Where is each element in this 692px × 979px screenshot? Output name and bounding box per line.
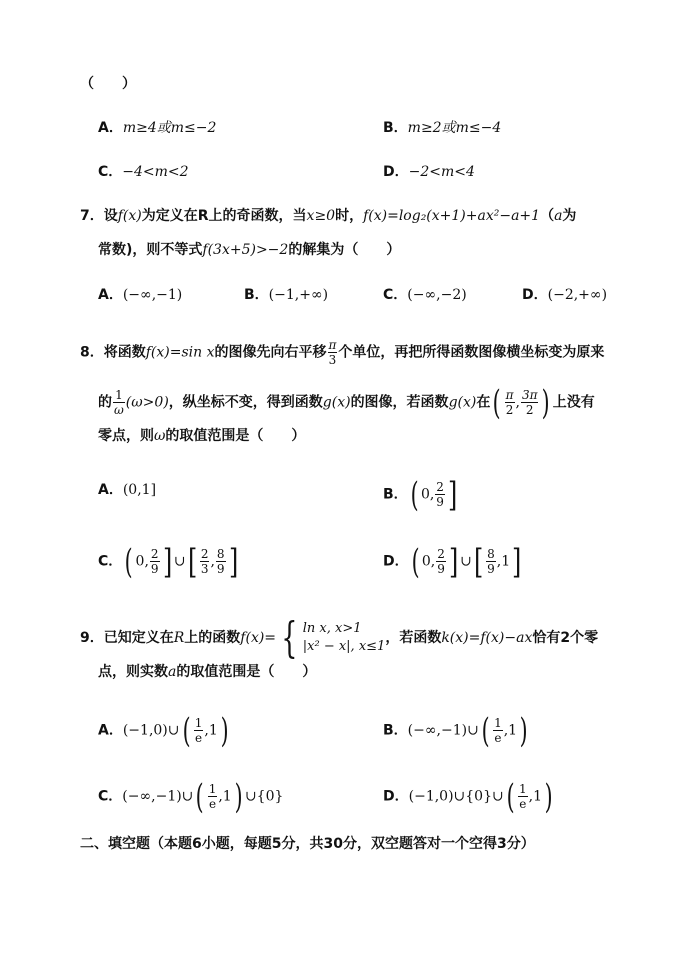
q7-f: f(x): [117, 208, 142, 224]
q9-option-c: C．(−∞,−1)∪( $\frac{1}{e}$ ,1) ∪{0}: [98, 776, 284, 817]
q8-option-b: B．( 0, $\frac{2}{9}$ ]: [383, 474, 458, 515]
q7-text: 为定义在R上的奇函数，当: [141, 208, 307, 224]
q9-R: R: [173, 630, 185, 646]
option-text: (−2,+∞): [547, 287, 608, 303]
paren-open: (: [492, 382, 501, 423]
q8-option-c: C．( 0, $\frac{2}{9}$ ] ∪[ $\frac{2}{3}$ , $\frac{8}{9}$ ]: [98, 541, 238, 582]
q9-option-b: B．(−∞,−1)∪( $\frac{1}{e}$ ,1): [383, 710, 528, 751]
q7-a: a: [554, 208, 563, 224]
q8-text: 的取值范围是（ ）: [165, 428, 306, 444]
option-label: D．: [383, 553, 409, 570]
section-title: 二、填空题（本题6小题，每题5分，共30分，双空题答对一个空得3分）: [80, 836, 535, 852]
q8-text: ，纵坐标不变，得到函数: [168, 394, 323, 411]
q7-option-a: [98, 285, 182, 305]
q8-text: 的图像先向右平移: [214, 344, 327, 361]
q6-option-a: [98, 118, 216, 138]
option-label: A．: [98, 482, 123, 498]
q9-line-2: [98, 662, 316, 682]
option-text: −2<m<4: [408, 164, 475, 180]
q7-line-1: [80, 206, 576, 226]
q8-g: g(x): [322, 394, 351, 411]
option-text: m≥2或m≤−4: [407, 120, 502, 136]
option-label: C．: [383, 287, 408, 303]
q7-text: （: [540, 208, 555, 224]
question-number: 7．: [80, 208, 104, 224]
option-label: B．: [383, 486, 408, 503]
option-text: (0,1]: [122, 482, 157, 498]
option-text: (−∞,−1): [122, 287, 183, 303]
q7-cond: x≥0: [306, 208, 336, 224]
q8-interval-right: $\frac{3\pi}{2}$: [521, 388, 538, 417]
q9-fdef: f(x)=: [240, 630, 277, 646]
q8-line-2: 的 $\frac{1}{\omega}$ (ω>0)，纵坐标不变，得到函数g(x)的图像，若函数g(x)在( $\frac{\pi}{2}$ , $\frac{3\pi}{2}$ ) 上没有: [98, 382, 595, 423]
option-label: C．: [98, 788, 123, 805]
option-label: B．: [383, 120, 408, 136]
q7-option-b: [244, 285, 328, 305]
q7-formula: f(x)=log₂(x+1)+ax²−a+1: [363, 208, 541, 224]
q6-option-b: [383, 118, 501, 138]
q9-text: 已知定义在: [103, 630, 174, 646]
q9-option-a: A．(−1,0)∪( $\frac{1}{e}$ ,1): [98, 710, 229, 751]
q8-line-1: [80, 338, 604, 367]
option-label: D．: [522, 287, 548, 303]
q9-kdef: k(x)=f(x)−ax: [441, 630, 533, 646]
option-text: m≥4或m≤−2: [122, 120, 217, 136]
q9-option-d: D．(−1,0)∪{0}∪( $\frac{1}{e}$ ,1): [383, 776, 553, 817]
q7-text: 的解集为（ ）: [288, 242, 401, 258]
option-label: B．: [244, 287, 269, 303]
option-label: A．: [98, 722, 123, 739]
q7-text: 常数)，则不等式: [98, 242, 203, 258]
q9-text: 上的函数: [184, 630, 241, 646]
q9-line-1: [80, 613, 599, 662]
q8-text: 将函数: [103, 344, 146, 361]
q8-text: 的: [98, 394, 112, 411]
option-text: (−1,+∞): [268, 287, 329, 303]
q6-option-c: [98, 162, 189, 182]
q8-g: g(x): [448, 394, 477, 411]
q8-text: 个单位，再把所得函数图像横坐标变为原来: [338, 344, 605, 361]
q8-func: f(x)=sin x: [145, 344, 215, 361]
paren-close: ): [542, 382, 551, 423]
q8-scale-fraction: $\frac{1}{\omega}$: [114, 388, 124, 417]
q8-interval-left: $\frac{\pi}{2}$: [505, 388, 514, 417]
q7-text: 为: [562, 208, 577, 224]
option-label: D．: [383, 164, 409, 180]
q7-line-2: [98, 240, 400, 260]
q9-text: 点，则实数: [98, 664, 168, 680]
q8-text: 的图像，若函数: [350, 394, 449, 411]
q8-option-a: [98, 480, 156, 500]
q9-text: ，若函数: [385, 630, 442, 646]
q8-cond: (ω>0): [125, 394, 169, 411]
q8-text: 在: [476, 394, 491, 411]
q7-option-d: [522, 285, 607, 305]
option-label: D．: [383, 788, 409, 805]
q8-option-d: D．( 0, $\frac{2}{9}$ ] ∪[ $\frac{8}{9}$ ,1]: [383, 541, 522, 582]
q8-shift-fraction: $\frac{\pi}{3}$: [328, 338, 337, 367]
q7-inequality: f(3x+5)>−2: [202, 242, 289, 258]
q9-text: 恰有2个零: [532, 630, 599, 646]
option-label: C．: [98, 553, 123, 570]
q8-text: 零点，则: [98, 428, 154, 444]
option-label: C．: [98, 164, 123, 180]
q8-omega: ω: [154, 428, 166, 444]
q7-text: 时，: [335, 208, 364, 224]
q9-piecewise: ln x, x>1 |x² − x|, x≤1: [302, 621, 386, 654]
question-number: 8．: [80, 344, 104, 361]
q6-option-d: [383, 162, 475, 182]
question-number: 9．: [80, 630, 104, 646]
q9-text: 的取值范围是（ ）: [176, 664, 317, 680]
piecewise-brace: {: [281, 613, 298, 662]
option-label: A．: [98, 287, 123, 303]
q6-blank: （ ）: [80, 76, 136, 92]
q8-line-3: [98, 426, 305, 446]
q9-a: a: [168, 664, 177, 680]
option-text: −4<m<2: [122, 164, 189, 180]
option-label: A．: [98, 120, 123, 136]
q7-text: 设: [103, 208, 118, 224]
option-label: B．: [383, 722, 408, 739]
q7-option-c: [383, 285, 467, 305]
option-text: (−∞,−2): [407, 287, 467, 303]
q8-text: 上没有: [552, 394, 595, 411]
